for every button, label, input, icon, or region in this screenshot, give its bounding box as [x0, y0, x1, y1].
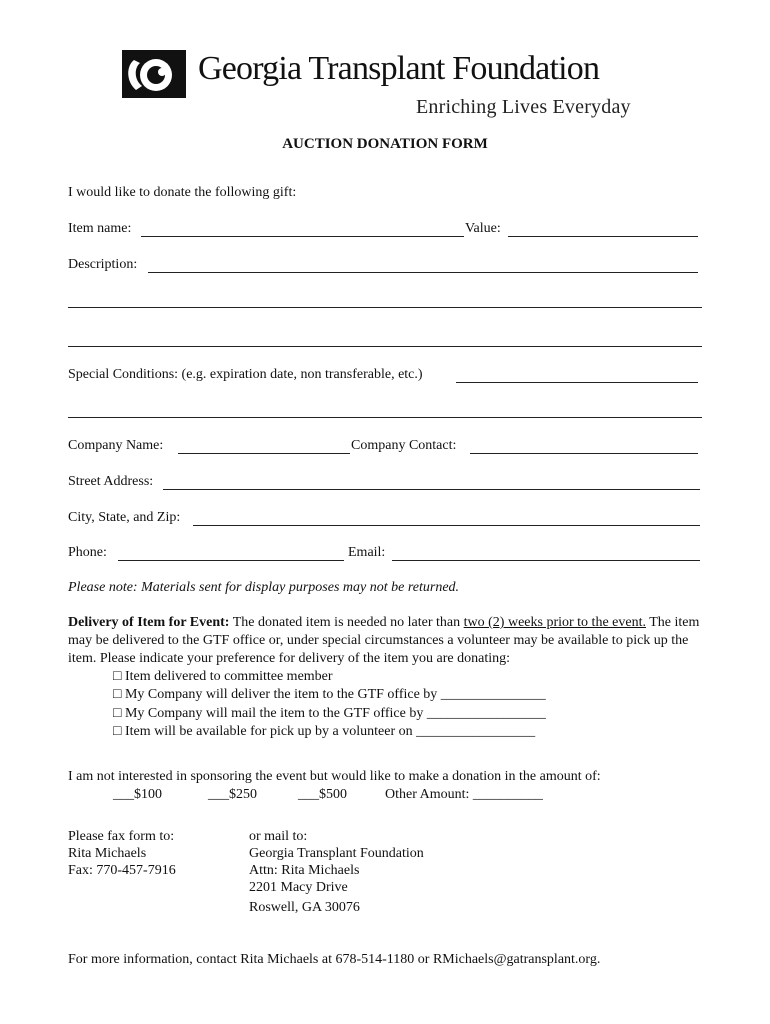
description-field-line-2[interactable]	[68, 307, 702, 308]
brand-name: Georgia Transplant Foundation	[198, 50, 600, 87]
delivery-heading: Delivery of Item for Event:	[68, 615, 230, 630]
description-field[interactable]	[148, 272, 698, 273]
footer-contact-info: For more information, contact Rita Michaels at 678-514-1180 or RMichaels@gatransplant.org.	[68, 952, 601, 967]
company-contact-label: Company Contact:	[351, 438, 457, 453]
special-conditions-field-line-2[interactable]	[68, 417, 702, 418]
mail-attention: Attn: Rita Michaels	[249, 863, 360, 878]
delivery-text-before: The donated item is needed no later than	[232, 615, 461, 630]
email-label: Email:	[348, 545, 386, 560]
special-conditions-field[interactable]	[456, 382, 698, 383]
company-contact-field[interactable]	[470, 453, 698, 454]
delivery-option-committee[interactable]: □ Item delivered to committee member	[113, 669, 333, 684]
display-materials-note: Please note: Materials sent for display purposes may not be returned.	[68, 580, 460, 595]
street-address-label: Street Address:	[68, 474, 154, 489]
item-name-label: Item name:	[68, 221, 132, 236]
value-label: Value:	[465, 221, 501, 236]
city-state-zip-label: City, State, and Zip:	[68, 510, 181, 525]
delivery-text-after: The item may be delivered to the GTF office or, under special circumstances a volunteer may be available to pick up the item. Please indicate your preference for delivery of the item you are donating:	[68, 615, 700, 666]
phone-field[interactable]	[118, 560, 344, 561]
city-state-zip-field[interactable]	[193, 525, 700, 526]
mail-organization: Georgia Transplant Foundation	[249, 846, 424, 861]
donation-amount-100[interactable]: ___$100	[113, 787, 162, 802]
delivery-option-company-deliver[interactable]: □ My Company will deliver the item to the GTF office by _______________	[113, 687, 546, 702]
donation-amount-500[interactable]: ___$500	[298, 787, 347, 802]
phone-label: Phone:	[68, 545, 107, 560]
intro-text: I would like to donate the following gift:	[68, 185, 297, 200]
street-address-field[interactable]	[163, 489, 700, 490]
mail-address-block	[249, 828, 424, 916]
donation-amount-other[interactable]: Other Amount: __________	[385, 787, 543, 802]
delivery-option-company-mail[interactable]: □ My Company will mail the item to the GTF office by _________________	[113, 706, 546, 721]
fax-number: Fax: 770-457-7916	[68, 863, 176, 878]
donation-amount-250[interactable]: ___$250	[208, 787, 257, 802]
delivery-option-volunteer-pickup[interactable]: □ Item will be available for pick up by a volunteer on _________________	[113, 724, 536, 739]
company-name-field[interactable]	[178, 453, 350, 454]
donation-text: I am not interested in sponsoring the event but would like to make a donation in the amount of:	[68, 769, 601, 784]
fax-heading: Please fax form to:	[68, 829, 175, 844]
form-title: AUCTION DONATION FORM	[282, 136, 488, 152]
foundation-logo-icon	[122, 50, 186, 98]
fax-contact-name: Rita Michaels	[68, 846, 147, 861]
mail-heading: or mail to:	[249, 829, 308, 844]
delivery-paragraph	[68, 614, 708, 668]
mail-city: Roswell, GA 30076	[249, 900, 360, 915]
value-field[interactable]	[508, 236, 698, 237]
fax-contact-block	[68, 828, 176, 879]
special-conditions-label: Special Conditions: (e.g. expiration date, non transferable, etc.)	[68, 367, 423, 382]
email-field[interactable]	[392, 560, 700, 561]
description-label: Description:	[68, 257, 138, 272]
description-field-line-3[interactable]	[68, 346, 702, 347]
delivery-deadline: two (2) weeks prior to the event.	[463, 615, 646, 630]
item-name-field[interactable]	[141, 236, 464, 237]
company-name-label: Company Name:	[68, 438, 164, 453]
tagline: Enriching Lives Everyday	[416, 96, 631, 118]
mail-street: 2201 Macy Drive	[249, 880, 348, 895]
